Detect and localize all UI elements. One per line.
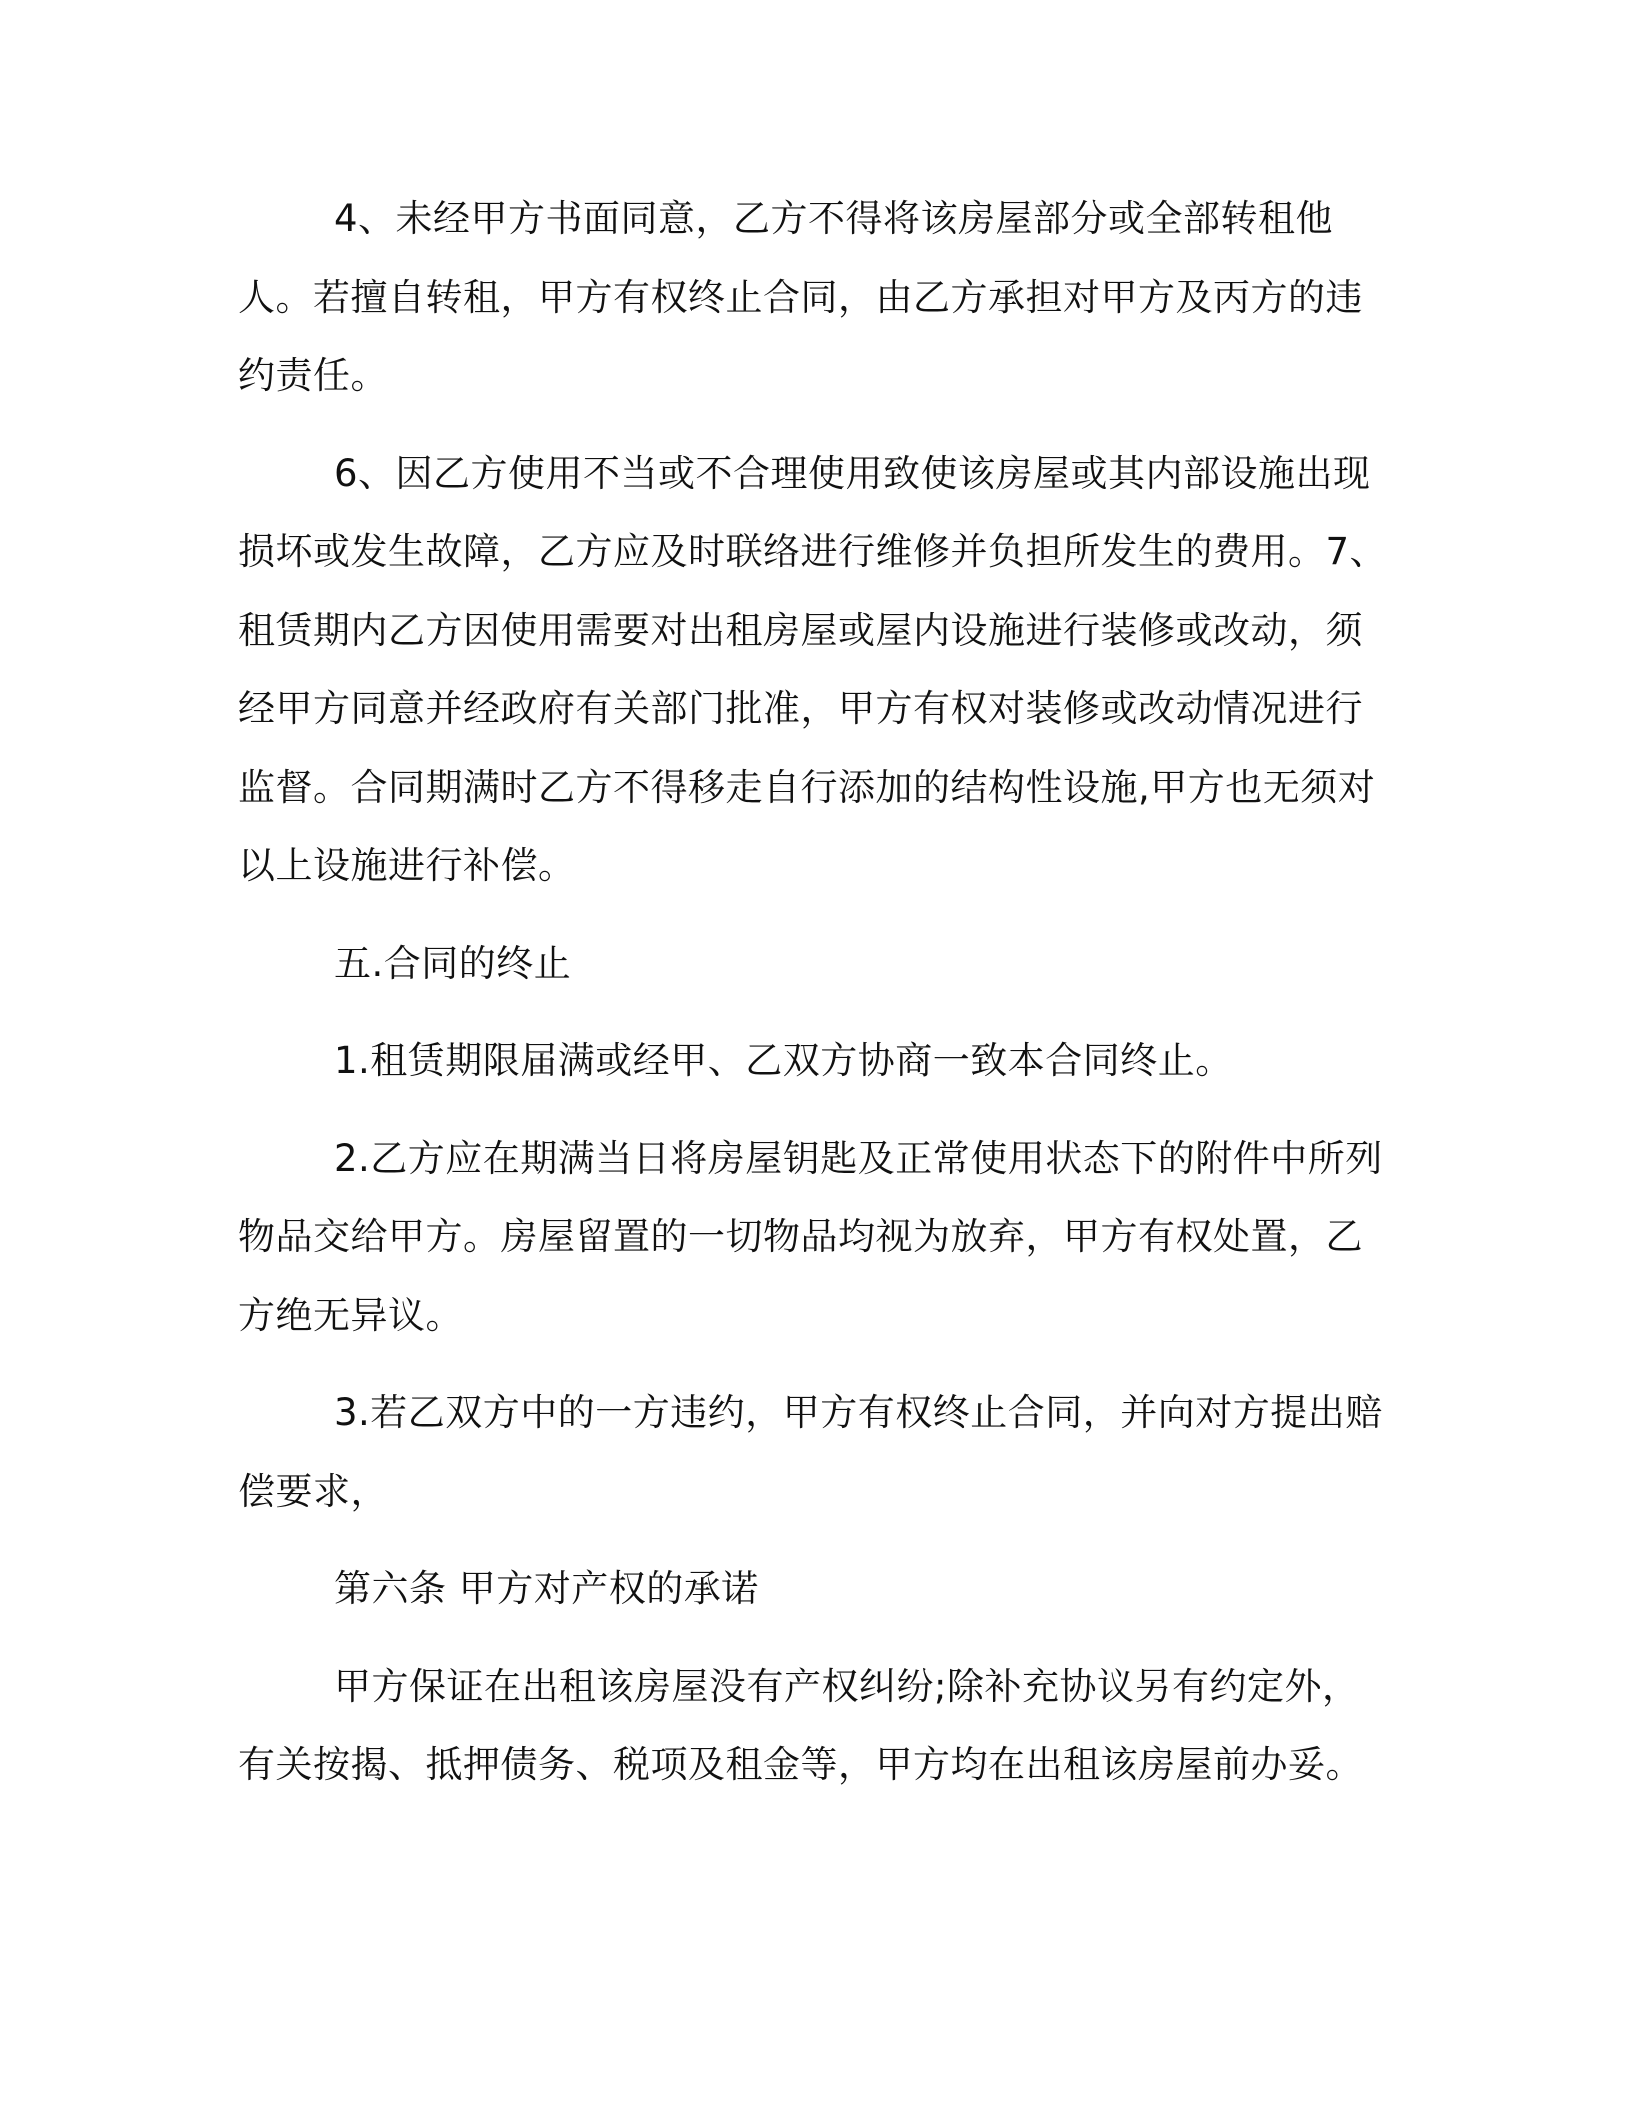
article-6-heading: 第六条 甲方对产权的承诺: [334, 1567, 759, 1610]
termination-item-2: 2.乙方应在期满当日将房屋钥匙及正常使用状态下的附件中所列物品交给甲方。房屋留置的一切物品均视为放弃，甲方有权处置，乙方绝无异议。: [238, 1136, 1383, 1337]
termination-item-3: 3.若乙双方中的一方违约，甲方有权终止合同，并向对方提出赔偿要求，: [238, 1391, 1383, 1513]
section-5-heading: 五.合同的终止: [334, 941, 572, 985]
termination-item-1: 1.租赁期限届满或经甲、乙双方协商一致本合同终止。: [334, 1039, 1233, 1082]
clause-6-7-damage-renovation: 6、因乙方使用不当或不合理使用致使该房屋或其内部设施出现损坏或发生故障，乙方应及时联络进行维修并负担所发生的费用。7、租赁期内乙方因使用需要对出租房屋或屋内设施进行装修或改动，须经甲方同意并经政府有关部门批准，甲方有权对装修或改动情况进行监督。合同期满时乙方不得移走自行添加的结构性设施,甲方也无须对以上设施进行补偿。: [238, 451, 1388, 887]
clause-4-sublease: 4、未经甲方书面同意，乙方不得将该房屋部分或全部转租他人。若擅自转租，甲方有权终止合同，由乙方承担对甲方及丙方的违约责任。: [238, 197, 1363, 397]
article-6-body: 甲方保证在出租该房屋没有产权纠纷;除补充协议另有约定外，有关按揭、抵押债务、税项及租金等，甲方均在出租该房屋前办妥。: [238, 1664, 1363, 1786]
document-page: [238, 180, 1388, 1824]
